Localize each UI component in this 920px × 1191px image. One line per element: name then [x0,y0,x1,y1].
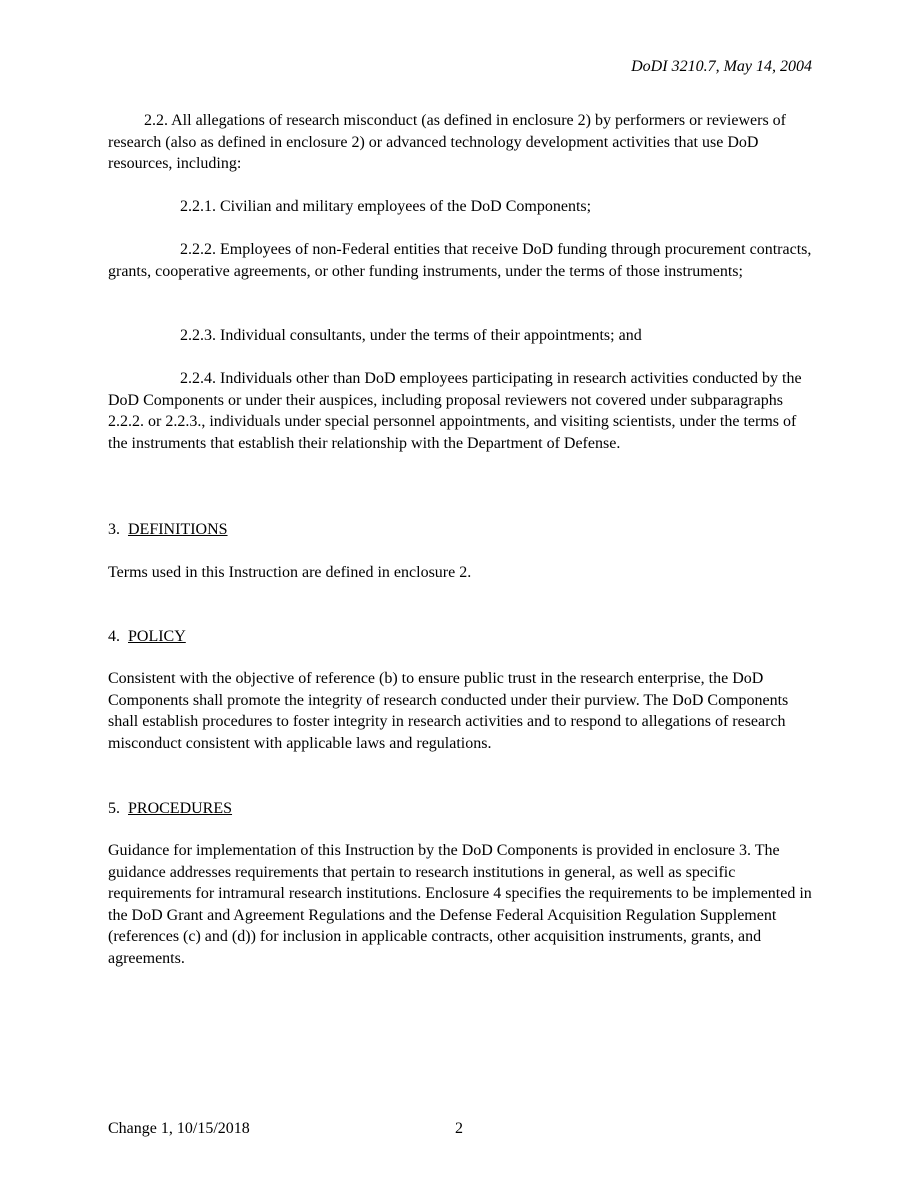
section-heading-definitions [108,519,228,541]
paragraph-2-2-2: 2.2.2. Employees of non-Federal entities that receive DoD funding through procurement contracts, grants, cooperative agreements, or other funding instruments, under the terms of those instruments; [108,241,812,280]
paragraph-2-2-1: 2.2.1. Civilian and military employees of the DoD Components; [180,198,592,215]
paragraph-2-2: 2.2. All allegations of research misconduct (as defined in enclosure 2) by performers or reviewers of research (also as defined in enclosure 2) or advanced technology development activities that use DoD resources, including: [108,112,786,172]
section-title: POLICY [128,628,186,645]
document-reference-header: DoDI 3210.7, May 14, 2004 [631,58,812,75]
section-number: 4. [108,628,120,645]
section-number: 3. [108,521,120,538]
footer-change-note: Change 1, 10/15/2018 [108,1120,250,1137]
section-number: 5. [108,800,120,817]
policy-body: Consistent with the objective of reference (b) to ensure public trust in the research enterprise, the DoD Components shall promote the integrity of research conducted under their purview. The DoD Components shall establish procedures to foster integrity in research activities and to respond to allegations of research misconduct consistent with applicable laws and regulations. [108,670,789,752]
section-heading-policy [108,626,186,648]
section-title: DEFINITIONS [128,521,228,538]
definitions-body: Terms used in this Instruction are defined in enclosure 2. [108,564,472,581]
section-heading-procedures [108,798,232,820]
footer-page-number: 2 [455,1120,463,1137]
section-title: PROCEDURES [128,800,233,817]
paragraph-2-2-4: 2.2.4. Individuals other than DoD employees participating in research activities conducted by the DoD Components or under their auspices, including proposal reviewers not covered under subparagraphs 2.2.2. or 2.2.3., individuals under special personnel appointments, and visiting scientists, under the terms of the instruments that establish their relationship with the Department of Defense. [108,370,802,452]
paragraph-2-2-3: 2.2.3. Individual consultants, under the terms of their appointments; and [180,327,642,344]
procedures-body: Guidance for implementation of this Instruction by the DoD Components is provided in enclosure 3. The guidance addresses requirements that pertain to research institutions in general, as well as specific requirements for intramural research institutions. Enclosure 4 specifies the requirements to be implemented in the DoD Grant and Agreement Regulations and the Defense Federal Acquisition Regulation Supplement (references (c) and (d)) for inclusion in applicable contracts, other acquisition instruments, grants, and agreements. [108,842,812,967]
